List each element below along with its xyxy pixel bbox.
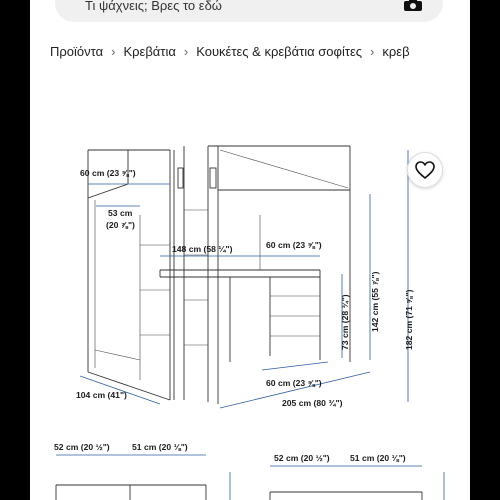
breadcrumb-item-current[interactable]: κρεβ <box>382 44 410 59</box>
dimension-lines <box>80 150 408 408</box>
dim-height-under: 142 cm (55 ⅞") <box>370 271 380 332</box>
dim-height-total: 182 cm (71 ⅝") <box>404 289 414 350</box>
dim-length: 205 cm (80 ¾") <box>282 398 343 408</box>
left-edge <box>0 0 30 500</box>
breadcrumb <box>50 44 458 62</box>
dim-drawer-b: 51 cm (20 ⅛") <box>132 442 188 452</box>
dim-drawer-d: 51 cm (20 ⅛") <box>350 453 406 463</box>
dim-inner-width: 53 cm <box>108 208 133 218</box>
dim-desk-unit: 60 cm (23 ⅝") <box>266 240 322 250</box>
dim-height-desk: 73 cm (28 ¾") <box>340 294 350 350</box>
dim-depth: 104 cm (41") <box>76 390 127 400</box>
dim-inner-width-in: (20 ⅞") <box>106 220 135 230</box>
dim-drawer-c: 52 cm (20 ½") <box>274 453 330 463</box>
search-placeholder: Τι ψάχνεις; Βρες το εδώ <box>85 0 222 13</box>
loft-bed-frame <box>88 146 350 404</box>
camera-icon[interactable] <box>403 0 423 12</box>
dim-depth-desk: 60 cm (23 ⅝") <box>266 378 322 388</box>
favorite-button[interactable] <box>407 152 443 188</box>
top-bar <box>0 0 500 32</box>
breadcrumb-separator: › <box>111 44 116 59</box>
breadcrumb-item-beds[interactable]: Κρεβάτια <box>123 44 176 59</box>
product-dimension-drawing <box>30 110 470 500</box>
heart-icon <box>408 153 442 187</box>
breadcrumb-separator: › <box>370 44 375 59</box>
right-edge <box>470 0 500 500</box>
dim-desk-length: 148 cm (58 ¼") <box>172 244 233 254</box>
breadcrumb-item-loft-beds[interactable]: Κουκέτες & κρεβάτια σοφίτες <box>196 44 363 59</box>
breadcrumb-separator: › <box>183 44 189 59</box>
search-input[interactable] <box>55 0 443 22</box>
dim-top-width: 60 cm (23 ⅝") <box>80 168 136 178</box>
breadcrumb-item-products[interactable]: Προϊόντα <box>50 44 104 59</box>
dim-drawer-a: 52 cm (20 ½") <box>54 442 110 452</box>
